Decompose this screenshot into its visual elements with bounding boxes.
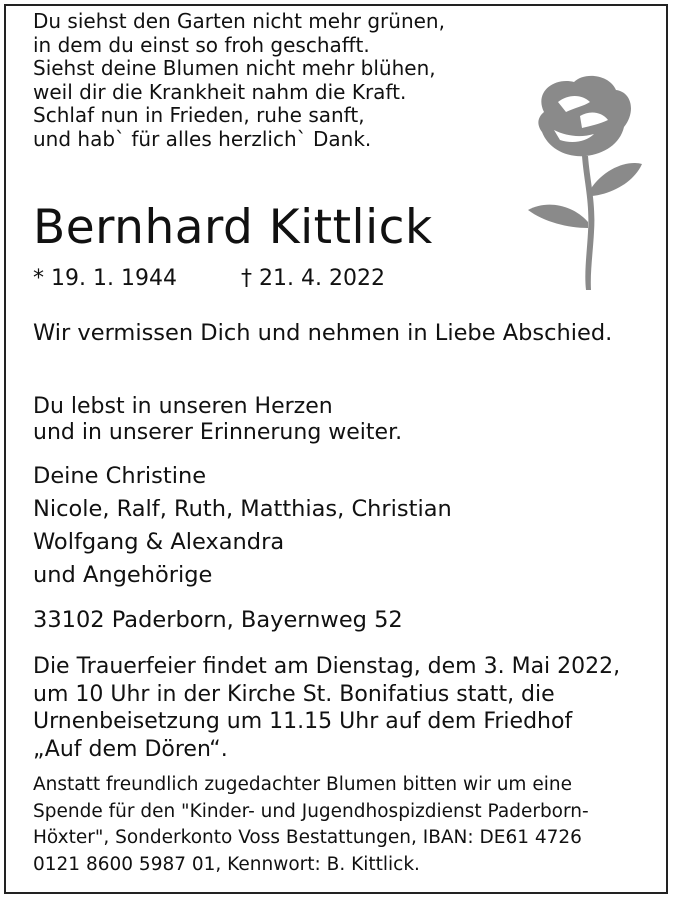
- farewell-text: Wir vermissen Dich und nehmen in Liebe Abschied.: [33, 320, 613, 346]
- heart-line: Du lebst in unseren Herzen: [33, 394, 333, 419]
- heart-text: [33, 394, 402, 446]
- heart-line: und in unserer Erinnerung weiter.: [33, 420, 403, 445]
- deceased-name: Bernhard Kittlick: [33, 200, 433, 255]
- rose-icon: [524, 72, 644, 292]
- poem-line: Schlaf nun in Frieden, ruhe sanft,: [33, 103, 365, 127]
- donation-note: [33, 772, 589, 878]
- funeral-line: Urnenbeisetzung um 11.15 Uhr auf dem Friedhof: [33, 709, 573, 734]
- donation-line: Anstatt freundlich zugedachter Blumen bitten wir um eine: [33, 774, 572, 795]
- signer-line: Wolfgang & Alexandra: [33, 529, 285, 555]
- funeral-line: Die Trauerfeier findet am Dienstag, dem 3. Mai 2022,: [33, 654, 621, 679]
- funeral-line: „Auf dem Dören“.: [33, 736, 228, 762]
- poem: [33, 10, 445, 151]
- address: 33102 Paderborn, Bayernweg 52: [33, 607, 403, 633]
- birth-date: * 19. 1. 1944: [33, 266, 177, 291]
- donation-line: Spende für den "Kinder- und Jugendhospizdienst Paderborn-: [33, 800, 589, 822]
- donation-line: Höxter", Sonderkonto Voss Bestattungen, IBAN: DE61 4726: [33, 827, 582, 848]
- signers: [33, 460, 452, 592]
- funeral-info: [33, 653, 620, 763]
- poem-line: Du siehst den Garten nicht mehr grünen,: [33, 9, 445, 33]
- poem-line: Siehst deine Blumen nicht mehr blühen,: [33, 56, 436, 80]
- life-dates: [33, 266, 385, 292]
- poem-line: in dem du einst so froh geschafft.: [33, 32, 370, 57]
- donation-line: 0121 8600 5987 01, Kennwort: B. Kittlick.: [33, 853, 420, 875]
- poem-line: weil dir die Krankheit nahm die Kraft.: [33, 79, 407, 104]
- funeral-line: um 10 Uhr in der Kirche St. Bonifatius statt, die: [33, 681, 555, 707]
- signer-line: und Angehörige: [33, 562, 213, 588]
- signer-line: Deine Christine: [33, 463, 207, 489]
- poem-line: und hab` für alles herzlich` Dank.: [33, 126, 372, 151]
- signer-line: Nicole, Ralf, Ruth, Matthias, Christian: [33, 496, 452, 522]
- death-date: † 21. 4. 2022: [241, 266, 385, 291]
